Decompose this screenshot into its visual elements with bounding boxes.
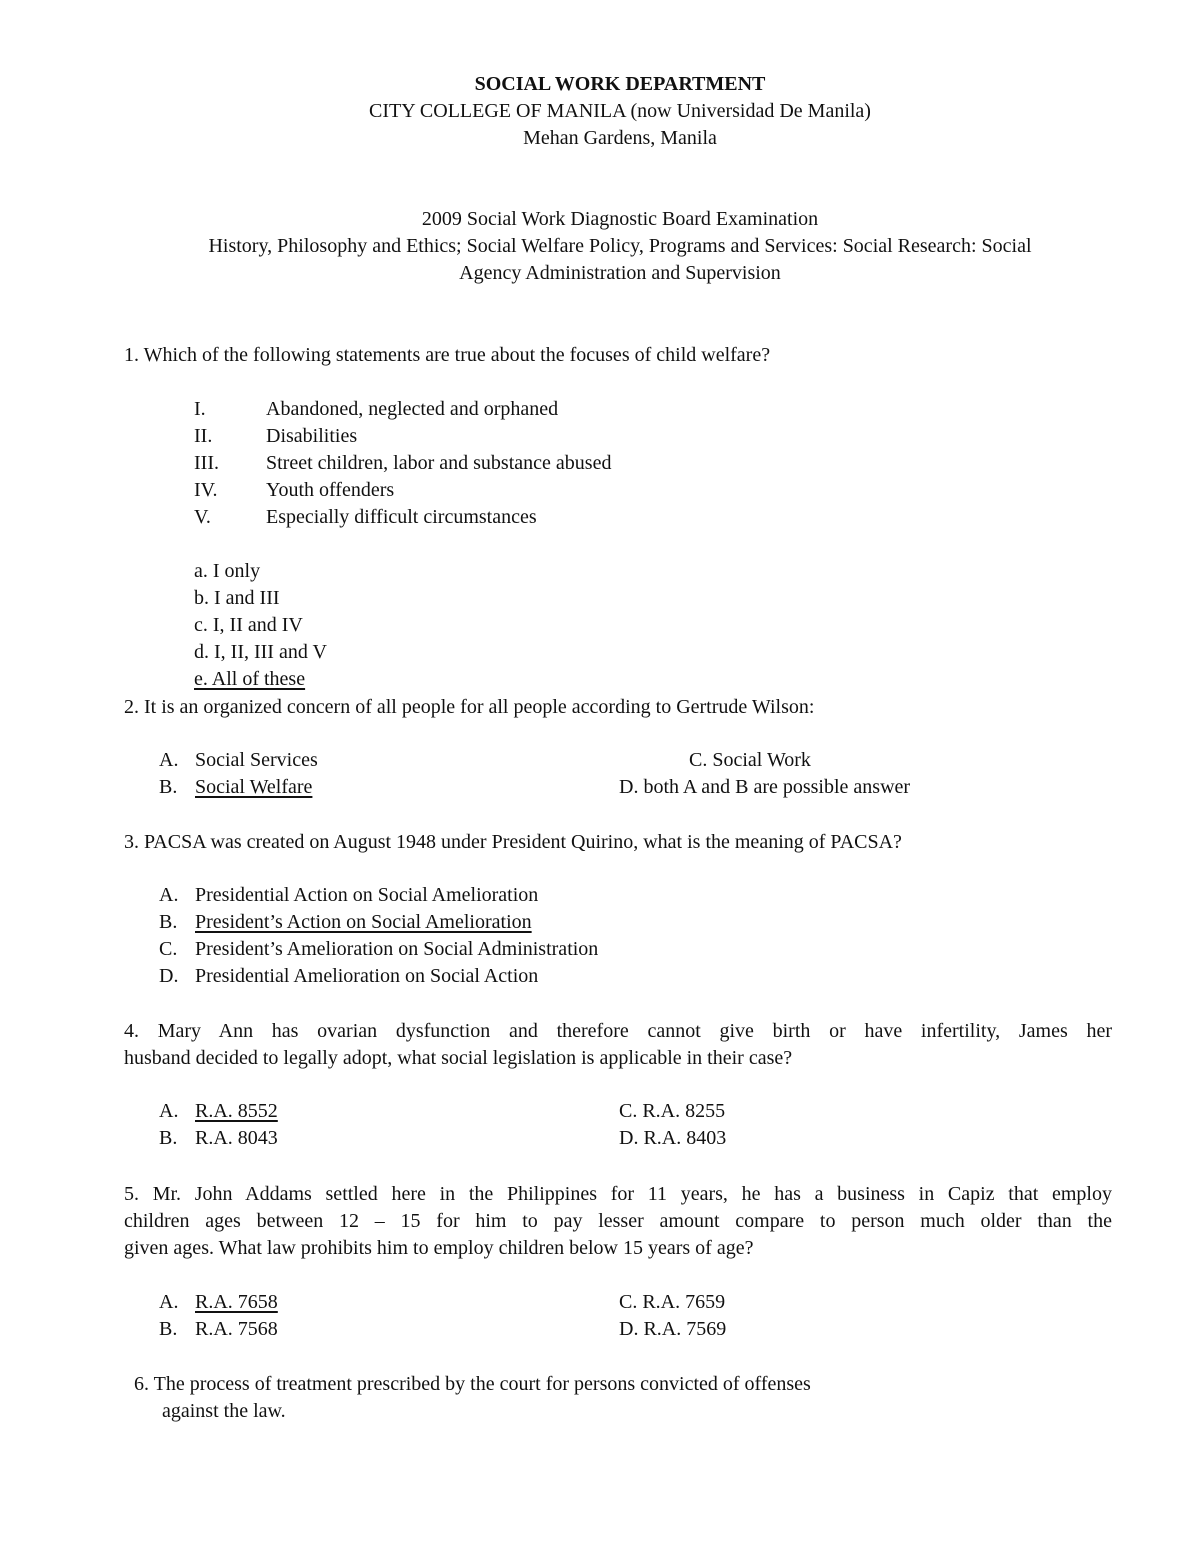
statement-text: Abandoned, neglected and orphaned — [266, 398, 559, 420]
statement-number: V. — [194, 506, 211, 528]
exam-subjects-line-2: Agency Administration and Supervision — [459, 262, 781, 284]
choice-letter: A. — [159, 749, 179, 771]
choice-a: Presidential Action on Social Amelioration — [195, 884, 539, 906]
college-name: CITY COLLEGE OF MANILA (now Universidad De Manila) — [369, 100, 871, 122]
choice-b: R.A. 7568 — [195, 1318, 278, 1340]
statement-text: Especially difficult circumstances — [266, 506, 537, 528]
choice-letter: B. — [159, 1127, 178, 1149]
question-3-stem: 3. PACSA was created on August 1948 under President Quirino, what is the meaning of PACSA? — [124, 831, 902, 853]
choice-d: Presidential Amelioration on Social Action — [195, 965, 539, 987]
question-5-stem-line-1: 5. Mr. John Addams settled here in the Philippines for 11 years, he has a business in Capiz that employ — [124, 1183, 1112, 1205]
choice-letter: A. — [159, 884, 179, 906]
choice-c: C. R.A. 8255 — [619, 1100, 726, 1122]
statement-text: Disabilities — [266, 425, 358, 447]
question-5-stem-line-2: children ages between 12 – 15 for him to pay lesser amount compare to person much older than the — [124, 1210, 1112, 1232]
choice-a-answer: R.A. 7658 — [195, 1291, 278, 1313]
choice-c: President’s Amelioration on Social Administration — [195, 938, 599, 960]
choice-letter: B. — [159, 911, 178, 933]
question-4-stem-line-1: 4. Mary Ann has ovarian dysfunction and therefore cannot give birth or have infertility, James her — [124, 1020, 1112, 1042]
choice-a: Social Services — [195, 749, 318, 771]
statement-number: I. — [194, 398, 206, 420]
statement-text: Street children, labor and substance abused — [266, 452, 612, 474]
choice-d: D. R.A. 8403 — [619, 1127, 727, 1149]
choice-d: D. both A and B are possible answer — [619, 776, 911, 798]
choice-e-answer: e. All of these — [194, 668, 306, 690]
college-address: Mehan Gardens, Manila — [523, 127, 717, 149]
statement-number: IV. — [194, 479, 218, 501]
question-5-stem-line-3: given ages. What law prohibits him to employ children below 15 years of age? — [124, 1237, 754, 1259]
statement-number: III. — [194, 452, 219, 474]
department-title: SOCIAL WORK DEPARTMENT — [474, 73, 766, 95]
choice-b: R.A. 8043 — [195, 1127, 278, 1149]
question-2-stem: 2. It is an organized concern of all people for all people according to Gertrude Wilson: — [124, 696, 815, 718]
choice-letter: D. — [159, 965, 179, 987]
question-6-stem-line-1: 6. The process of treatment prescribed by the court for persons convicted of offenses — [134, 1373, 811, 1395]
choice-letter: B. — [159, 776, 178, 798]
choice-b-answer: President’s Action on Social Amelioration — [195, 911, 532, 933]
exam-title: 2009 Social Work Diagnostic Board Examination — [421, 208, 819, 230]
choice-d: D. R.A. 7569 — [619, 1318, 727, 1340]
choice-c: c. I, II and IV — [194, 614, 303, 636]
question-1-stem: 1. Which of the following statements are true about the focuses of child welfare? — [124, 344, 771, 366]
choice-letter: A. — [159, 1291, 179, 1313]
choice-a: a. I only — [194, 560, 261, 582]
choice-b-answer: Social Welfare — [195, 776, 313, 798]
choice-c: C. R.A. 7659 — [619, 1291, 726, 1313]
choice-letter: B. — [159, 1318, 178, 1340]
choice-d: d. I, II, III and V — [194, 641, 327, 663]
choice-b: b. I and III — [194, 587, 280, 609]
choice-c: C. Social Work — [689, 749, 811, 771]
question-6-stem-line-2: against the law. — [162, 1400, 286, 1422]
exam-subjects-line-1: History, Philosophy and Ethics; Social Welfare Policy, Programs and Services: Social Research: Social — [208, 235, 1032, 257]
choice-a-answer: R.A. 8552 — [195, 1100, 278, 1122]
choice-letter: A. — [159, 1100, 179, 1122]
question-4-stem-line-2: husband decided to legally adopt, what social legislation is applicable in their case? — [124, 1047, 793, 1069]
choice-letter: C. — [159, 938, 178, 960]
statement-number: II. — [194, 425, 213, 447]
statement-text: Youth offenders — [266, 479, 395, 501]
